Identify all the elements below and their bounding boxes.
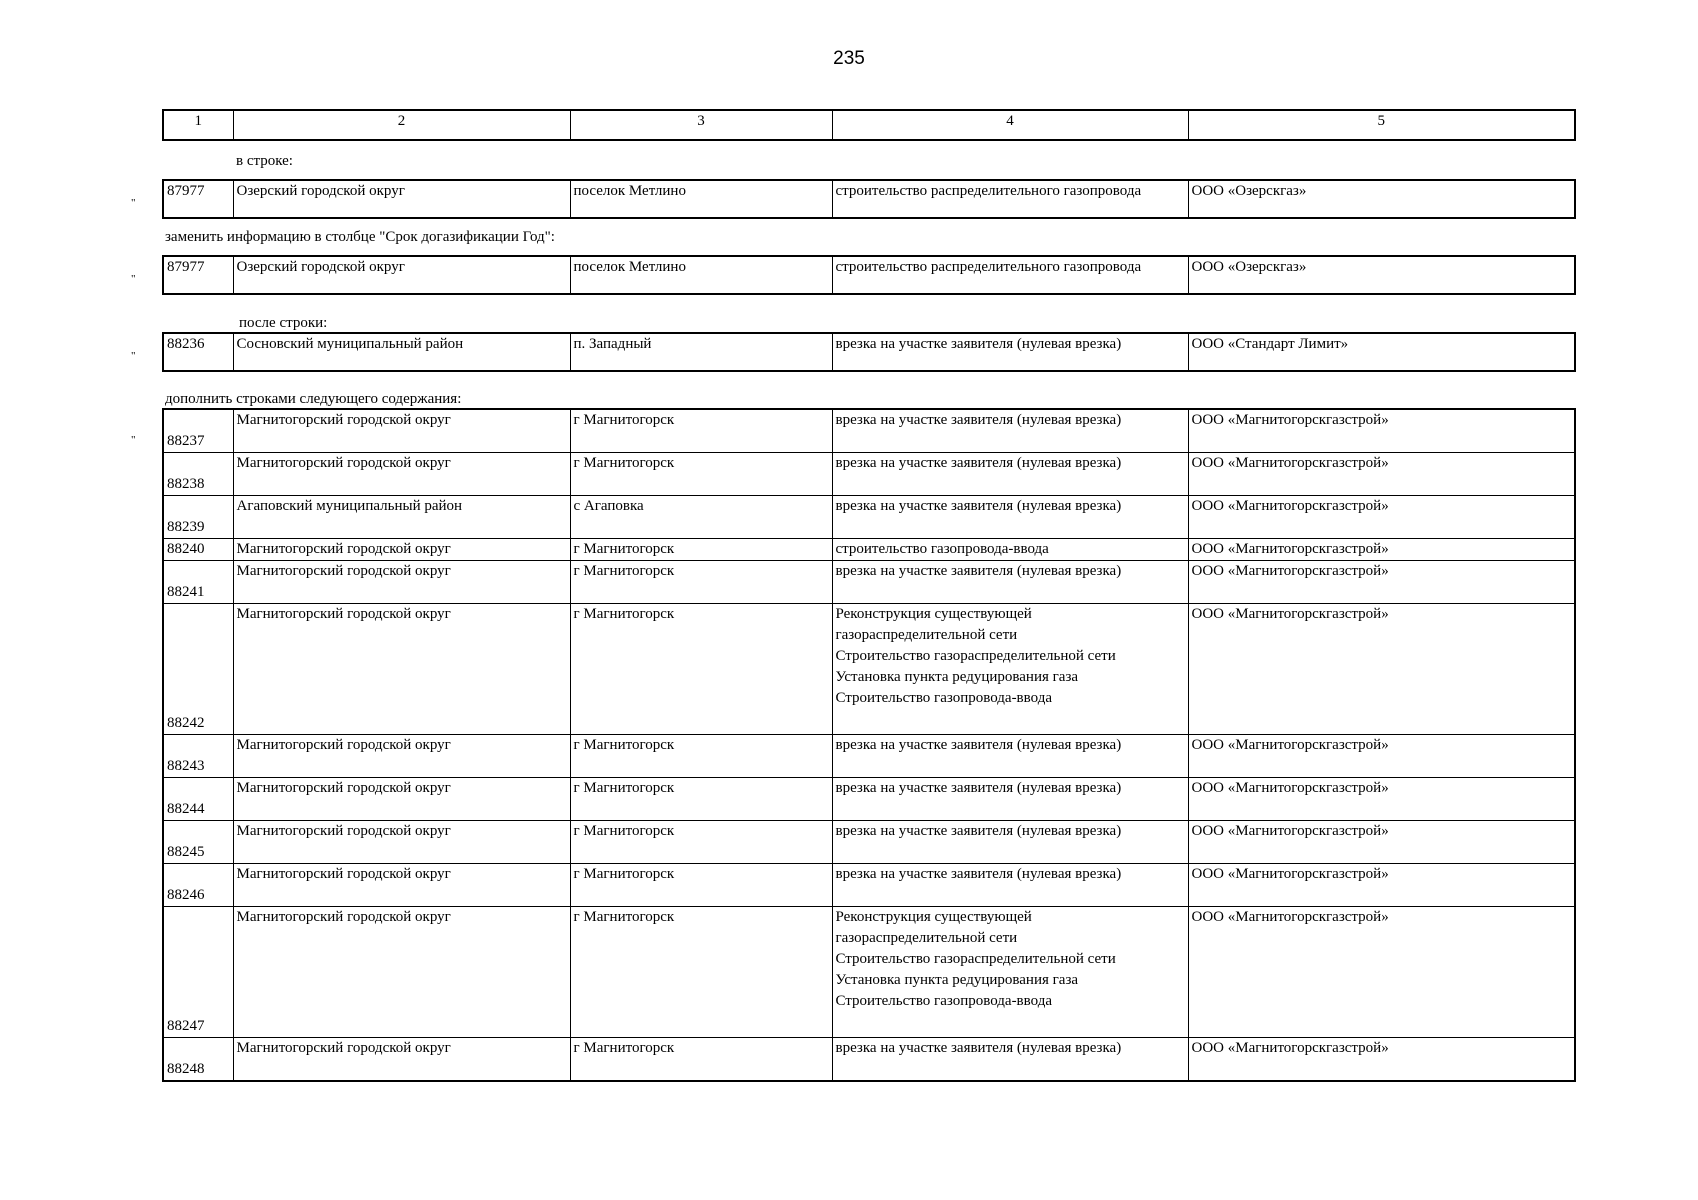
district-cell: Магнитогорский городской округ bbox=[233, 735, 570, 778]
row-number-cell: 88243 bbox=[163, 735, 233, 778]
table-row bbox=[163, 453, 1575, 496]
locality-cell: г Магнитогорск bbox=[570, 453, 832, 496]
table-row bbox=[163, 256, 1575, 294]
organization-cell: ООО «Магнитогорскгазстрой» bbox=[1188, 864, 1575, 907]
table-row bbox=[163, 778, 1575, 821]
row-number-cell: 88237 bbox=[163, 409, 233, 453]
section3-table bbox=[162, 332, 1576, 372]
work-cell: строительство распределительного газопровода bbox=[832, 256, 1188, 294]
row-number-cell: 88245 bbox=[163, 821, 233, 864]
column-header-2: 2 bbox=[233, 110, 570, 140]
organization-cell: ООО «Магнитогорскгазстрой» bbox=[1188, 778, 1575, 821]
work-line: врезка на участке заявителя (нулевая врезка) bbox=[835, 412, 1122, 428]
table-row bbox=[163, 1038, 1575, 1082]
work-line: врезка на участке заявителя (нулевая врезка) bbox=[835, 866, 1122, 882]
work-cell: строительство распределительного газопровода bbox=[832, 180, 1188, 218]
table-row bbox=[163, 907, 1575, 1038]
row-number-cell: 87977 bbox=[163, 180, 233, 218]
table-row bbox=[163, 735, 1575, 778]
table-row bbox=[163, 539, 1575, 561]
work-cell bbox=[832, 735, 1188, 778]
organization-cell: ООО «Стандарт Лимит» bbox=[1188, 333, 1575, 371]
locality-cell: г Магнитогорск bbox=[570, 907, 832, 1038]
organization-cell: ООО «Магнитогорскгазстрой» bbox=[1188, 496, 1575, 539]
locality-cell: г Магнитогорск bbox=[570, 735, 832, 778]
section3-caption: после строки: bbox=[239, 315, 328, 331]
column-header-row bbox=[163, 110, 1575, 140]
section1-caption: в строке: bbox=[236, 153, 293, 169]
section2-table bbox=[162, 255, 1576, 295]
locality-cell: г Магнитогорск bbox=[570, 864, 832, 907]
district-cell: Агаповский муниципальный район bbox=[233, 496, 570, 539]
locality-cell: г Магнитогорск bbox=[570, 778, 832, 821]
locality-cell: г Магнитогорск bbox=[570, 539, 832, 561]
table-row bbox=[163, 180, 1575, 218]
section4-caption: дополнить строками следующего содержания: bbox=[165, 391, 462, 407]
district-cell: Магнитогорский городской округ bbox=[233, 604, 570, 735]
organization-cell: ООО «Магнитогорскгазстрой» bbox=[1188, 1038, 1575, 1082]
locality-cell: п. Западный bbox=[570, 333, 832, 371]
work-line: врезка на участке заявителя (нулевая врезка) bbox=[835, 563, 1122, 579]
column-header-4: 4 bbox=[832, 110, 1188, 140]
work-line: Строительство газораспределительной сети bbox=[835, 951, 1116, 967]
row-number-cell: 87977 bbox=[163, 256, 233, 294]
work-line: газораспределительной сети bbox=[835, 627, 1018, 643]
page-number: 235 bbox=[833, 48, 865, 69]
section2-quote-mark: " bbox=[131, 273, 136, 285]
work-line: Строительство газопровода-ввода bbox=[835, 993, 1052, 1009]
row-number-cell: 88247 bbox=[163, 907, 233, 1038]
work-cell bbox=[832, 821, 1188, 864]
work-line: врезка на участке заявителя (нулевая врезка) bbox=[835, 498, 1122, 514]
added-rows-table bbox=[162, 408, 1576, 1082]
district-cell: Магнитогорский городской округ bbox=[233, 907, 570, 1038]
organization-cell: ООО «Магнитогорскгазстрой» bbox=[1188, 821, 1575, 864]
organization-cell: ООО «Магнитогорскгазстрой» bbox=[1188, 561, 1575, 604]
locality-cell: поселок Метлино bbox=[570, 256, 832, 294]
column-header-5: 5 bbox=[1188, 110, 1575, 140]
work-cell bbox=[832, 561, 1188, 604]
table-row bbox=[163, 333, 1575, 371]
work-line: врезка на участке заявителя (нулевая врезка) bbox=[835, 455, 1122, 471]
row-number-cell: 88238 bbox=[163, 453, 233, 496]
work-cell: врезка на участке заявителя (нулевая врезка) bbox=[832, 333, 1188, 371]
work-cell bbox=[832, 1038, 1188, 1082]
locality-cell: г Магнитогорск bbox=[570, 409, 832, 453]
work-line: Строительство газораспределительной сети bbox=[835, 648, 1116, 664]
locality-cell: с Агаповка bbox=[570, 496, 832, 539]
row-number-cell: 88236 bbox=[163, 333, 233, 371]
district-cell: Магнитогорский городской округ bbox=[233, 539, 570, 561]
work-line: строительство газопровода-ввода bbox=[835, 541, 1049, 557]
row-number-cell: 88246 bbox=[163, 864, 233, 907]
locality-cell: г Магнитогорск bbox=[570, 561, 832, 604]
locality-cell: поселок Метлино bbox=[570, 180, 832, 218]
work-cell bbox=[832, 907, 1188, 1038]
work-line: Реконструкция существующей bbox=[835, 606, 1032, 622]
column-header-1: 1 bbox=[163, 110, 233, 140]
column-header-3: 3 bbox=[570, 110, 832, 140]
organization-cell: ООО «Озерскгаз» bbox=[1188, 180, 1575, 218]
district-cell: Сосновский муниципальный район bbox=[233, 333, 570, 371]
organization-cell: ООО «Магнитогорскгазстрой» bbox=[1188, 907, 1575, 1038]
locality-cell: г Магнитогорск bbox=[570, 1038, 832, 1082]
work-line: врезка на участке заявителя (нулевая врезка) bbox=[835, 737, 1122, 753]
row-number-cell: 88241 bbox=[163, 561, 233, 604]
work-line: Установка пункта редуцирования газа bbox=[835, 669, 1079, 685]
section4-quote-mark: " bbox=[131, 434, 136, 446]
work-cell bbox=[832, 539, 1188, 561]
district-cell: Магнитогорский городской округ bbox=[233, 864, 570, 907]
table-row bbox=[163, 864, 1575, 907]
locality-cell: г Магнитогорск bbox=[570, 604, 832, 735]
district-cell: Магнитогорский городской округ bbox=[233, 778, 570, 821]
work-cell bbox=[832, 864, 1188, 907]
organization-cell: ООО «Магнитогорскгазстрой» bbox=[1188, 409, 1575, 453]
organization-cell: ООО «Магнитогорскгазстрой» bbox=[1188, 539, 1575, 561]
work-line: врезка на участке заявителя (нулевая врезка) bbox=[835, 823, 1122, 839]
table-row bbox=[163, 821, 1575, 864]
work-cell bbox=[832, 496, 1188, 539]
work-cell bbox=[832, 453, 1188, 496]
organization-cell: ООО «Магнитогорскгазстрой» bbox=[1188, 604, 1575, 735]
district-cell: Озерский городской округ bbox=[233, 180, 570, 218]
work-cell bbox=[832, 409, 1188, 453]
work-line: Реконструкция существующей bbox=[835, 909, 1032, 925]
locality-cell: г Магнитогорск bbox=[570, 821, 832, 864]
district-cell: Магнитогорский городской округ bbox=[233, 1038, 570, 1082]
row-number-cell: 88239 bbox=[163, 496, 233, 539]
table-row bbox=[163, 604, 1575, 735]
district-cell: Магнитогорский городской округ bbox=[233, 453, 570, 496]
work-cell bbox=[832, 604, 1188, 735]
row-number-cell: 88240 bbox=[163, 539, 233, 561]
section1-table bbox=[162, 179, 1576, 219]
table-row bbox=[163, 561, 1575, 604]
work-line: врезка на участке заявителя (нулевая врезка) bbox=[835, 780, 1122, 796]
work-line: Строительство газопровода-ввода bbox=[835, 690, 1052, 706]
organization-cell: ООО «Магнитогорскгазстрой» bbox=[1188, 735, 1575, 778]
row-number-cell: 88248 bbox=[163, 1038, 233, 1082]
row-number-cell: 88242 bbox=[163, 604, 233, 735]
district-cell: Магнитогорский городской округ bbox=[233, 821, 570, 864]
table-row bbox=[163, 409, 1575, 453]
section2-caption: заменить информацию в столбце "Срок догазификации Год": bbox=[165, 229, 555, 245]
district-cell: Магнитогорский городской округ bbox=[233, 561, 570, 604]
section1-quote-mark: " bbox=[131, 197, 136, 209]
column-header-table bbox=[162, 109, 1576, 141]
work-line: врезка на участке заявителя (нулевая врезка) bbox=[835, 1040, 1122, 1056]
row-number-cell: 88244 bbox=[163, 778, 233, 821]
work-line: Установка пункта редуцирования газа bbox=[835, 972, 1079, 988]
organization-cell: ООО «Магнитогорскгазстрой» bbox=[1188, 453, 1575, 496]
district-cell: Магнитогорский городской округ bbox=[233, 409, 570, 453]
organization-cell: ООО «Озерскгаз» bbox=[1188, 256, 1575, 294]
section3-quote-mark: " bbox=[131, 350, 136, 362]
district-cell: Озерский городской округ bbox=[233, 256, 570, 294]
work-cell bbox=[832, 778, 1188, 821]
table-row bbox=[163, 496, 1575, 539]
work-line: газораспределительной сети bbox=[835, 930, 1018, 946]
